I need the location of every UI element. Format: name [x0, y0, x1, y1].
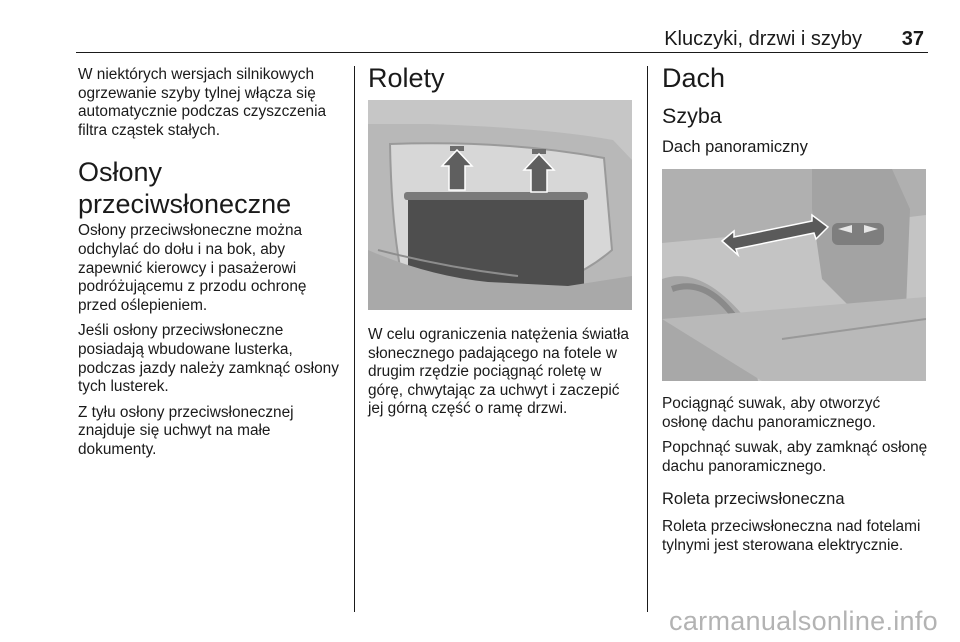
heading-sun-blind: Roleta przeciwsłoneczna [662, 490, 845, 509]
section-heading-blinds: Rolety [368, 63, 445, 93]
column-left [78, 62, 340, 460]
section-heading-sun-visors: Osłony przeciwsłoneczne [78, 157, 292, 220]
paragraph: Popchnąć suwak, aby zamknąć osłonę dachu panoramicznego. [662, 439, 928, 475]
sunblind-illustration-drawing [368, 100, 632, 310]
page-number: 37 [901, 28, 924, 50]
column-right [662, 62, 928, 556]
running-header [76, 28, 928, 52]
heading-panoramic-roof: Dach panoramiczny [662, 138, 808, 156]
paragraph: Jeśli osłony przeciwsłoneczne posiadają wbudowane lusterka, podczas jazdy należy zamknąć osłony tych lusterek. [78, 322, 339, 396]
column-divider [647, 66, 648, 612]
section-heading-roof: Dach [662, 63, 726, 93]
blinds-paragraph: W celu ograniczenia natężenia światła słonecznego padającego na fotele w drugim rzędzie pociągnąć roletę w górę, chwytając za uchwyt i zaczepić jej górną część o ramę drzwi. [368, 326, 629, 418]
paragraph: Pociągnąć suwak, aby otworzyć osłonę dachu panoramicznego. [662, 395, 881, 431]
blind-top-bar [404, 192, 588, 200]
paragraph: Osłony przeciwsłoneczne można odchylać do dołu i na bok, aby zapewnić kierowcy i pasażerowi podróżującemu z przodu ochronę przed oślepieniem. [78, 222, 307, 314]
subsection-heading-glass: Szyba [662, 104, 722, 128]
paragraph: Roleta przeciwsłoneczna nad fotelami tylnymi jest sterowana elektrycznie. [662, 518, 921, 554]
sunblind-illustration [368, 100, 632, 310]
panoramic-roof-illustration-drawing [662, 169, 926, 381]
column-divider [354, 66, 355, 612]
paragraph: Z tyłu osłony przeciwsłonecznej znajduje się uchwyt na małe dokumenty. [78, 403, 294, 458]
watermark: carmanualsonline.info [669, 606, 938, 636]
intro-paragraph: W niektórych wersjach silnikowych ogrzewanie szyby tylnej włącza się automatycznie podczas czyszczenia filtra cząstek stałych. [78, 66, 327, 139]
header-rule [76, 52, 928, 53]
panoramic-roof-illustration [662, 169, 926, 381]
column-middle [368, 62, 632, 419]
roof-slider-console [832, 223, 884, 245]
header-title: Kluczyki, drzwi i szyby [664, 28, 862, 50]
